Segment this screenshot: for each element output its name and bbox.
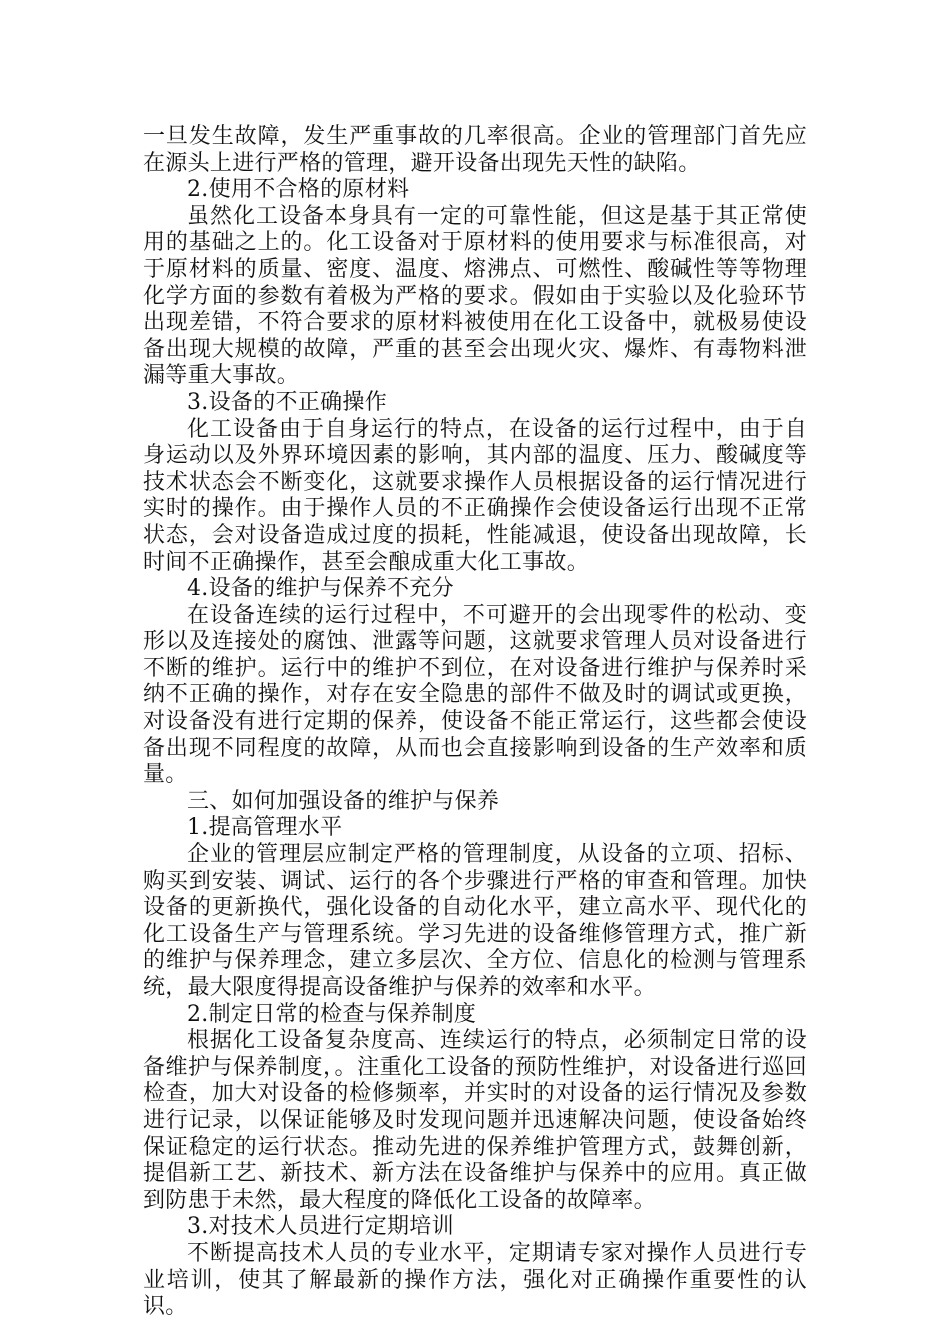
paragraph-staff-training: 不断提高技术人员的专业水平，定期请专家对操作人员进行专业培训，使其了解最新的操作方法，强化对正确操作重要性的认识。 <box>143 1240 807 1320</box>
section-heading-staff-training: 3.对技术人员进行定期培训 <box>187 1214 454 1240</box>
paragraph-continued: 一旦发生故障，发生严重事故的几率很高。企业的管理部门首先应在源头上进行严格的管理，避开设备出现先天性的缺陷。 <box>143 124 807 176</box>
paragraph-incorrect-operation: 化工设备由于自身运行的特点，在设备的运行过程中，由于自身运动以及外界环境因素的影响，其内部的温度、压力、酸碱度等技术状态会不断变化，这就要求操作人员根据设备的运行情况进行实时的操作。由于操作人员的不正确操作会使设备运行出现不正常状态，会对设备造成过度的损耗，性能减退，使设备出现故障，长时间不正确操作，甚至会酿成重大化工事故。 <box>143 416 807 575</box>
paragraph-management-level: 企业的管理层应制定严格的管理制度，从设备的立项、招标、购买到安装、调试、运行的各个步骤进行严格的审查和管理。加快设备的更新换代，强化设备的自动化水平，建立高水平、现代化的化工设备生产与管理系统。学习先进的设备维修管理方式，推广新的维护与保养理念，建立多层次、全方位、信息化的检测与管理系统，最大限度得提高设备维护与保养的效率和水平。 <box>143 842 807 1000</box>
section-heading-raw-materials: 2.使用不合格的原材料 <box>187 177 410 203</box>
section-heading-daily-inspection: 2.制定日常的检查与保养制度 <box>187 1001 477 1027</box>
section-heading-incorrect-operation: 3.设备的不正确操作 <box>187 389 387 415</box>
paragraph-daily-inspection: 根据化工设备复杂度高、连续运行的特点，必须制定日常的设备维护与保养制度，。注重化工设备的预防性维护，对设备进行巡回检查，加大对设备的检修频率，并实时的对设备的运行情况及参数进行记录，以保证能够及时发现问题并迅速解决问题，使设备始终保证稳定的运行状态。推动先进的保养维护管理方式，鼓舞创新，提倡新工艺、新技术、新方法在设备维护与保养中的应用。真正做到防患于未然，最大程度的降低化工设备的故障率。 <box>143 1028 807 1213</box>
paragraph-maintenance-insufficient: 在设备连续的运行过程中，不可避开的会出现零件的松动、变形以及连接处的腐蚀、泄露等问题，这就要求管理人员对设备进行不断的维护。运行中的维护不到位，在对设备进行维护与保养时采纳不正确的操作，对存在安全隐患的部件不做及时的调试或更换，对设备没有进行定期的保养，使设备不能正常运行，这些都会使设备出现不同程度的故障，从而也会直接影响到设备的生产效率和质量。 <box>143 602 807 788</box>
chapter-heading-strengthen-maintenance: 三、如何加强设备的维护与保养 <box>187 788 500 814</box>
section-heading-management-level: 1.提高管理水平 <box>187 815 343 841</box>
paragraph-raw-materials: 虽然化工设备本身具有一定的可靠性能，但这是基于其正常使用的基础之上的。化工设备对于原材料的使用要求与标准很高，对于原材料的质量、密度、温度、熔沸点、可燃性、酸碱性等等物理化学方面的参数有着极为严格的要求。假如由于实验以及化验环节出现差错，不符合要求的原材料被使用在化工设备中，就极易使设备出现大规模的故障，严重的甚至会出现火灾、爆炸、有毒物料泄漏等重大事故。 <box>143 203 807 389</box>
document-page <box>143 124 807 1321</box>
section-heading-maintenance-insufficient: 4.设备的维护与保养不充分 <box>187 576 454 602</box>
